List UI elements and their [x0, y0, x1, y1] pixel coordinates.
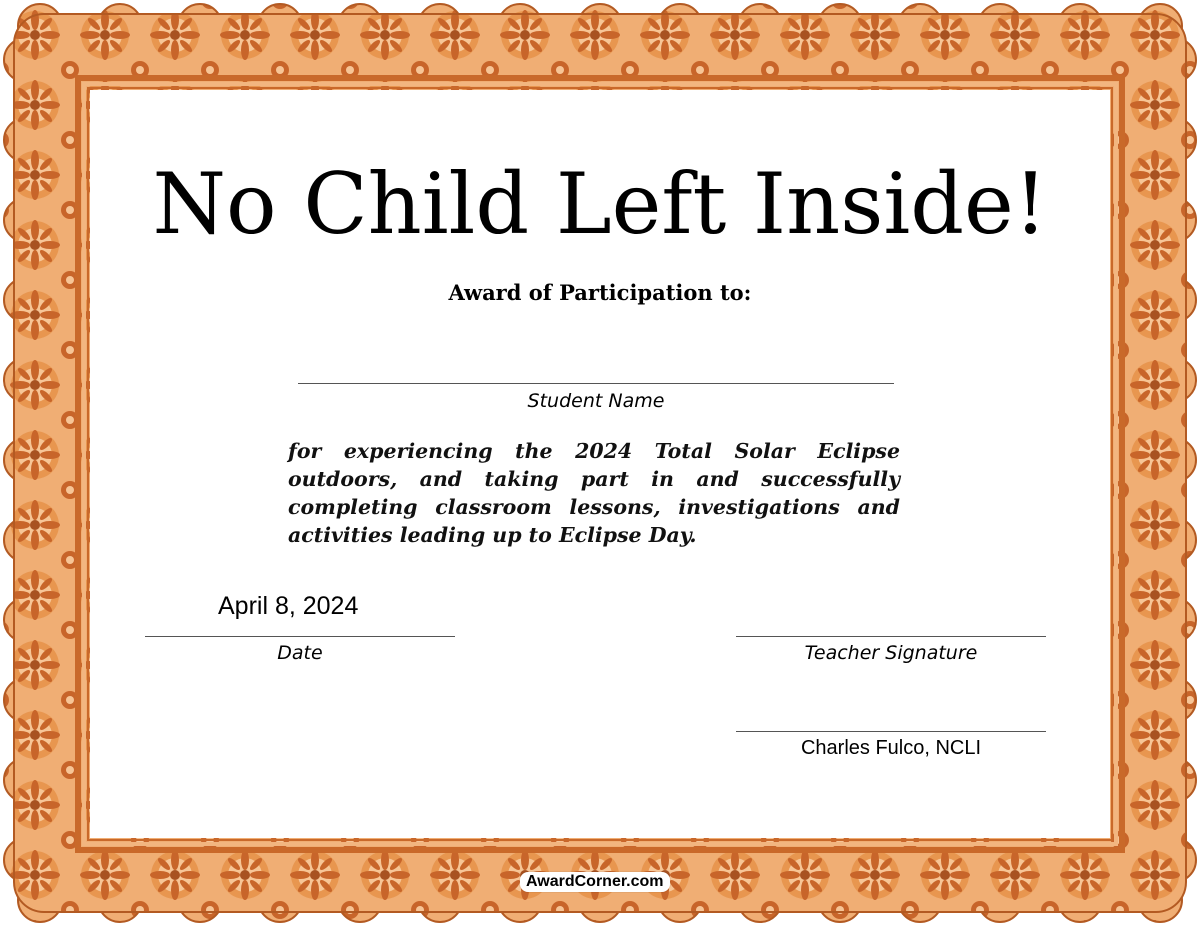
award-subtitle: Award of Participation to: — [448, 280, 752, 305]
certificate-title: No Child Left Inside! — [152, 155, 1048, 253]
student-name-line — [298, 383, 894, 384]
award-description: for experiencing the 2024 Total Solar Eclipse outdoors, and taking part in and successfully completing classroom lessons, investigations and activities leading up to Eclipse Day. — [288, 439, 900, 547]
date-value: April 8, 2024 — [218, 592, 359, 620]
watermark: AwardCorner.com — [520, 872, 670, 892]
issuer-line — [736, 731, 1046, 732]
student-name-caption: Student Name — [527, 390, 665, 412]
date-caption: Date — [277, 642, 323, 664]
teacher-signature-caption: Teacher Signature — [804, 642, 978, 664]
issuer-name: Charles Fulco, NCLI — [800, 737, 982, 759]
teacher-signature-line — [736, 636, 1046, 637]
date-line — [145, 636, 455, 637]
